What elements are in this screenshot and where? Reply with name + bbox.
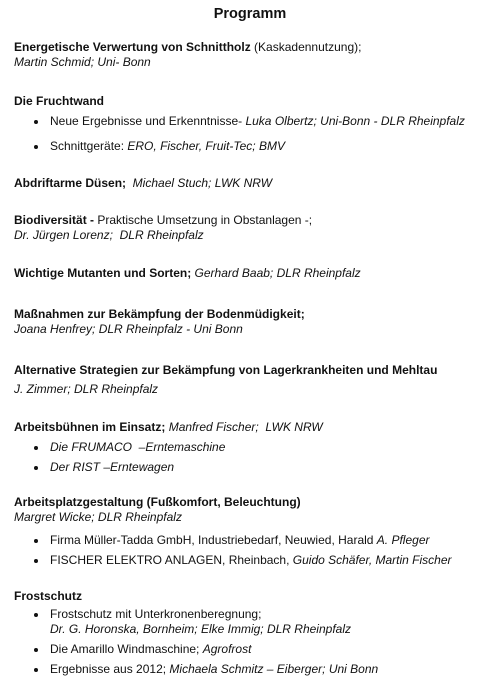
- item-text: Die Amarillo Windmaschine;: [50, 642, 203, 656]
- section-arbeitsplatz: [14, 495, 494, 525]
- item-text: Die FRUMACO –Erntemaschine: [50, 440, 226, 454]
- section-lagerkrankheiten: [14, 363, 494, 397]
- bullet-icon: [34, 466, 38, 470]
- item-text: Neue Ergebnisse und Erkenntnisse-: [50, 114, 243, 128]
- speaker-line: Margret Wicke; DLR Rheinpfalz: [14, 510, 182, 524]
- speaker-line: Martin Schmid; Uni- Bonn: [14, 55, 151, 69]
- section-heading: Alternative Strategien zur Bekämpfung von Lagerkrankheiten und Mehltau: [14, 363, 438, 377]
- bullet-list-frostschutz: [34, 607, 494, 677]
- bullet-list-fruchtwand: [34, 114, 494, 154]
- section-heading: Abdriftarme Düsen;: [14, 176, 127, 190]
- list-item: [34, 553, 494, 568]
- section-bodenmuedigkeit: [14, 307, 494, 337]
- list-item: [34, 662, 494, 677]
- section-duesen: [14, 176, 494, 191]
- list-item: [34, 440, 494, 455]
- section-frostschutz: [14, 589, 494, 604]
- section-heading: Arbeitsplatzgestaltung (Fußkomfort, Beleuchtung): [14, 495, 301, 509]
- section-heading: Maßnahmen zur Bekämpfung der Bodenmüdigkeit;: [14, 307, 305, 321]
- page-title: Programm: [213, 6, 287, 22]
- speaker-line: Michael Stuch; LWK NRW: [126, 176, 273, 190]
- section-heading: Wichtige Mutanten und Sorten;: [14, 266, 192, 280]
- item-text: Frostschutz mit Unterkronenberegnung;: [50, 607, 262, 621]
- item-speaker: Guido Schäfer, Martin Fischer: [292, 553, 452, 567]
- item-text: FISCHER ELEKTRO ANLAGEN, Rheinbach,: [50, 553, 293, 567]
- speaker-line: Manfred Fischer; LWK NRW: [165, 420, 323, 434]
- section-arbeitsbuehnen: [14, 420, 494, 435]
- section-heading: Arbeitsbühnen im Einsatz;: [14, 420, 166, 434]
- speaker-line: Dr. Jürgen Lorenz; DLR Rheinpfalz: [14, 228, 204, 242]
- bullet-icon: [34, 648, 38, 652]
- speaker-line: J. Zimmer; DLR Rheinpfalz: [14, 382, 159, 396]
- section-heading: Die Fruchtwand: [14, 94, 105, 108]
- speaker-line: Gerhard Baab; DLR Rheinpfalz: [191, 266, 361, 280]
- item-speaker: Agrofrost: [202, 642, 252, 656]
- section-heading-line: [14, 40, 494, 55]
- list-item: [34, 114, 494, 129]
- bullet-icon: [34, 446, 38, 450]
- list-item: [34, 533, 494, 548]
- section-heading-rest: Praktische Umsetzung in Obstanlagen -;: [94, 213, 313, 227]
- item-speaker: A. Pfleger: [376, 533, 430, 547]
- section-heading: Energetische Verwertung von Schnittholz: [14, 40, 251, 54]
- section-mutanten: [14, 266, 494, 281]
- bullet-icon: [34, 539, 38, 543]
- item-speaker: Luka Olbertz; Uni-Bonn - DLR Rheinpfalz: [242, 114, 465, 128]
- bullet-list-arbeitsplatz: [34, 533, 494, 568]
- speaker-line: Joana Henfrey; DLR Rheinpfalz - Uni Bonn: [14, 322, 243, 336]
- section-heading-line: [14, 213, 494, 228]
- bullet-icon: [34, 668, 38, 672]
- bullet-icon: [34, 145, 38, 149]
- list-item: [34, 460, 494, 475]
- item-text: Ergebnisse aus 2012;: [50, 662, 170, 676]
- bullet-icon: [34, 120, 38, 124]
- section-schnittholz: [14, 40, 494, 70]
- list-item: [34, 607, 494, 637]
- item-text: Schnittgeräte:: [50, 139, 128, 153]
- bullet-icon: [34, 559, 38, 563]
- bullet-icon: [34, 613, 38, 617]
- section-heading-rest: (Kaskadennutzung);: [250, 40, 362, 54]
- section-fruchtwand: [14, 94, 494, 109]
- list-item: [34, 642, 494, 657]
- item-speaker: Dr. G. Horonska, Bornheim; Elke Immig; DLR Rheinpfalz: [50, 622, 351, 636]
- bullet-list-arbeitsbuehnen: [34, 440, 494, 475]
- section-biodiversitaet: [14, 213, 494, 243]
- item-text: Der RIST –Erntewagen: [50, 460, 175, 474]
- list-item: [34, 139, 494, 154]
- item-text: Firma Müller-Tadda GmbH, Industriebedarf, Neuwied, Harald: [50, 533, 377, 547]
- item-speaker: ERO, Fischer, Fruit-Tec; BMV: [127, 139, 285, 153]
- section-heading: Biodiversität -: [14, 213, 95, 227]
- item-speaker: Michaela Schmitz – Eiberger; Uni Bonn: [169, 662, 379, 676]
- section-heading: Frostschutz: [14, 589, 83, 603]
